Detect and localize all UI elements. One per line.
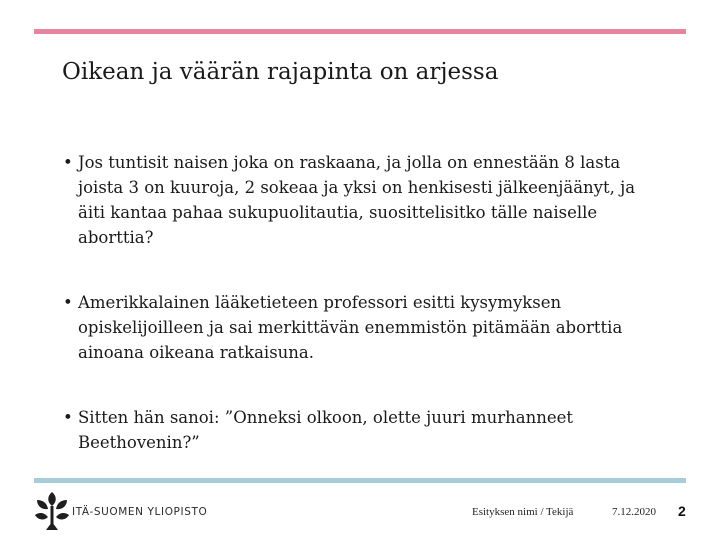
university-leaf-logo-icon — [34, 491, 70, 531]
bullet-text: Jos tuntisit naisen joka on raskaana, ja jolla on ennestään 8 lasta joista 3 on kuuroja, 2 sokeaa ja yksi on henkisesti jälkeenjäänyt, ja äiti kantaa pahaa sukupuolitautia, suosittelisitko tälle naiselle aborttia? — [78, 153, 636, 247]
university-name: ITÄ-SUOMEN YLIOPISTO — [72, 506, 208, 518]
page-number: 2 — [678, 503, 686, 519]
bottom-accent-rule — [34, 478, 686, 483]
bullet-text: Sitten hän sanoi: ”Onneksi olkoon, olette juuri murhanneet Beethovenin?” — [78, 408, 573, 452]
bullet-item — [62, 150, 662, 250]
bullet-text: Amerikkalainen lääketieteen professori esitti kysymyksen opiskelijoilleen ja sai merkittävän enemmistön pitämään aborttia ainoana oikeana ratkaisuna. — [78, 293, 623, 362]
bullet-item — [62, 405, 662, 455]
slide-title: Oikean ja väärän rajapinta on arjessa — [62, 59, 499, 85]
bullet-marker: • — [63, 153, 73, 172]
bullet-marker: • — [63, 293, 73, 312]
top-accent-rule — [34, 29, 686, 34]
footer-presentation-author: Esityksen nimi / Tekijä — [472, 506, 574, 518]
bullet-marker: • — [63, 408, 73, 427]
bullet-list — [62, 150, 662, 455]
bullet-item — [62, 290, 662, 365]
footer-date: 7.12.2020 — [612, 506, 656, 518]
